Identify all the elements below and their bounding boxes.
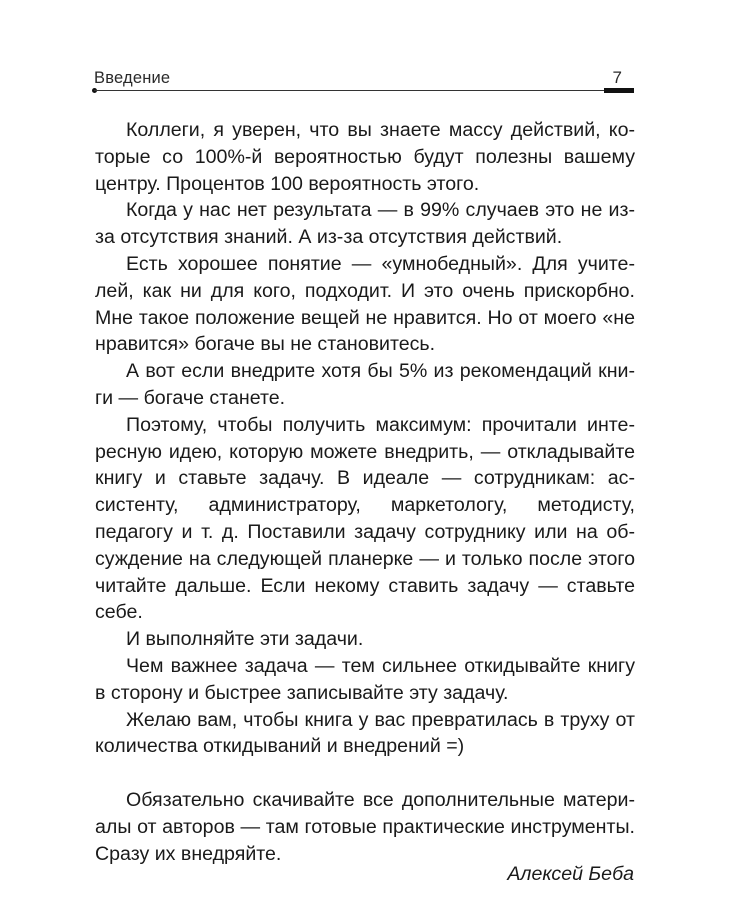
body-text — [95, 117, 635, 868]
header-rule-accent — [604, 88, 634, 93]
paragraph: Поэтому, чтобы получить максимум: прочитали интересную идею, которую можете внедрить, — откладывайте книгу и ставьте задачу. В идеале — сотрудникам: ассистенту, администратору, маркетологу, методисту, педагогу и т. д. Поставили задачу сотруднику или на обсуждение на следующей планерке — и только после этого читайте дальше. Если некому ставить задачу — ставьте себе. — [95, 413, 635, 624]
section-title: Введение — [94, 69, 171, 87]
paragraph: И выполняйте эти задачи. — [126, 628, 364, 651]
header-rule — [94, 90, 604, 91]
paragraph: Чем важнее задача — тем сильнее откидывайте книгу в сторону и быстрее записывайте эту задачу. — [95, 654, 635, 704]
paragraph: Желаю вам, чтобы книга у вас превратилась в труху от количества откидываний и внедрений =) — [95, 708, 635, 758]
paragraph: Когда у нас нет результата — в 99% случаев это не изза отсутствия знаний. А из-за отсутствия действий. — [95, 199, 635, 249]
author-signature: Алексей Беба — [507, 863, 634, 885]
running-head — [94, 66, 634, 94]
page-number: 7 — [612, 68, 622, 87]
closing-paragraph: Обязательно скачивайте все дополнительные материалы от авторов — там готовые практические инструменты. Сразу их внедряйте. — [95, 789, 635, 865]
paragraph: А вот если внедрите хотя бы 5% из рекомендаций книги — богаче станете. — [95, 360, 635, 409]
paragraph-gap — [95, 760, 635, 787]
paragraph: Есть хорошее понятие — «умнобедный». Для учителей, как ни для кого, подходит. И это очень прискорбно. Мне такое положение вещей не нравится. Но от моего «не нравится» богаче вы не становитесь. — [95, 252, 635, 356]
paragraph: Коллеги, я уверен, что вы знаете массу действий, которые со 100%-й вероятностью будут полезны вашему центру. Процентов 100 вероятность этого. — [95, 119, 635, 195]
